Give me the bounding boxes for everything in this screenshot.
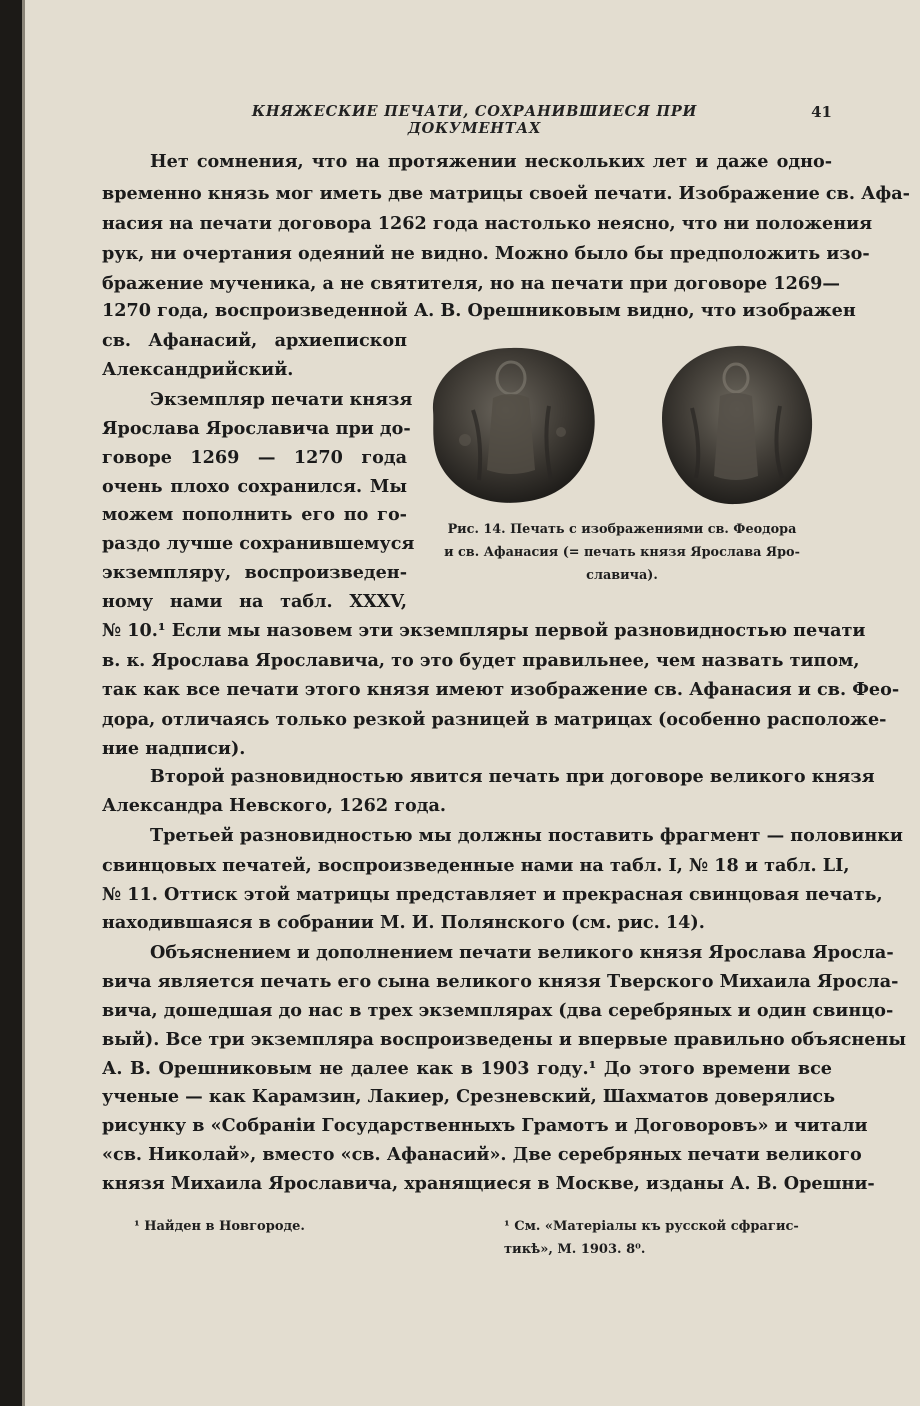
text-line: Александра Невского, 1262 года. xyxy=(102,795,446,816)
text-line: Второй разновидностью явится печать при договоре великого князя xyxy=(150,766,875,787)
text-line: ученые — как Карамзин, Лакиер, Срезневский, Шахматов доверялись xyxy=(102,1086,836,1107)
footnote-right-line: тикѣ», М. 1903. 8⁰. xyxy=(504,1242,646,1257)
footnote-left: ¹ Найден в Новгороде. xyxy=(134,1219,305,1234)
text-line: А. В. Орешниковым не далее как в 1903 году.¹ До этого времени все xyxy=(102,1058,832,1079)
text-line: находившаяся в собрании М. И. Полянского (см. рис. 14). xyxy=(102,912,705,933)
text-line: ному нами на табл. XXXV, xyxy=(102,591,407,612)
text-line: рук, ни очертания одеяний не видно. Можно было бы предположить изо- xyxy=(102,243,870,264)
text-line: князя Михаила Ярославича, хранящиеся в Москве, изданы А. В. Орешни- xyxy=(102,1173,875,1194)
text-line: № 10.¹ Если мы назовем эти экземпляры первой разновидностью печати xyxy=(102,620,866,641)
figure-caption-line: и св. Афанасия (= печать князя Ярослава Яро- xyxy=(444,545,800,560)
text-line: можем пополнить его по го- xyxy=(102,504,407,525)
text-line: вича, дошедшая до нас в трех экземплярах (два серебряных и один свинцо- xyxy=(102,1000,894,1021)
book-page xyxy=(22,0,920,1406)
text-line: ние надписи). xyxy=(102,738,246,759)
text-line: очень плохо сохранился. Мы xyxy=(102,476,407,497)
text-line: насия на печати договора 1262 года настолько неясно, что ни положения xyxy=(102,213,873,234)
text-line: вый). Все три экземпляра воспроизведены и впервые правильно объяснены xyxy=(102,1029,906,1050)
text-line: экземпляру, воспроизведен- xyxy=(102,562,407,583)
text-line: Ярослава Ярославича при до- xyxy=(102,418,411,439)
text-line: раздо лучше сохранившемуся xyxy=(102,533,415,554)
text-line: говоре 1269 — 1270 года xyxy=(102,447,407,468)
text-line: св. Афанасий, архиепископ xyxy=(102,330,407,351)
seal-image-obverse xyxy=(413,340,607,510)
footnote-right-line: ¹ См. «Матерiалы къ русской сфрагис- xyxy=(504,1219,799,1234)
text-line: № 11. Оттиск этой матрицы представляет и прекрасная свинцовая печать, xyxy=(102,884,883,905)
text-line: так как все печати этого князя имеют изображение св. Афанасия и св. Фео- xyxy=(102,679,900,700)
text-line: Объяснением и дополнением печати великого князя Ярослава Яросла- xyxy=(150,942,894,963)
figure-caption-line: Рис. 14. Печать с изображениями св. Феодора xyxy=(447,522,797,537)
text-line: временно князь мог иметь две матрицы своей печати. Изображение св. Афа- xyxy=(102,183,910,204)
text-line: в. к. Ярослава Ярославича, то это будет правильнее, чем назвать типом, xyxy=(102,650,860,671)
text-line: Третьей разновидностью мы должны поставить фрагмент — половинки xyxy=(150,825,903,846)
text-line: «св. Николай», вместо «св. Афанасий». Две серебряных печати великого xyxy=(102,1144,862,1165)
text-line: Экземпляр печати князя xyxy=(150,389,413,410)
seal-image-reverse xyxy=(650,338,822,510)
figure-caption-line: славича). xyxy=(586,568,658,583)
text-line: рисунку в «Собранiи Государственныхъ Грамотъ и Договоровъ» и читали xyxy=(102,1115,868,1136)
text-line: дора, отличаясь только резкой разницей в матрицах (особенно расположе- xyxy=(102,709,887,730)
text-line: свинцовых печатей, воспроизведенные нами на табл. I, № 18 и табл. LI, xyxy=(102,855,850,876)
text-line: Нет сомнения, что на протяжении нескольких лет и даже одно- xyxy=(150,151,832,172)
text-line: Александрийский. xyxy=(102,359,294,380)
text-line: 1270 года, воспроизведенной А. В. Орешниковым видно, что изображен xyxy=(102,300,856,321)
running-header: КНЯЖЕСКИЕ ПЕЧАТИ, СОХРАНИВШИЕСЯ ПРИ ДОКУМЕНТАХ xyxy=(251,103,698,137)
text-line: бражение мученика, а не святителя, но на печати при договоре 1269— xyxy=(102,273,840,294)
text-line: вича является печать его сына великого князя Тверского Михаила Яросла- xyxy=(102,971,899,992)
page-number: 41 xyxy=(811,103,832,121)
